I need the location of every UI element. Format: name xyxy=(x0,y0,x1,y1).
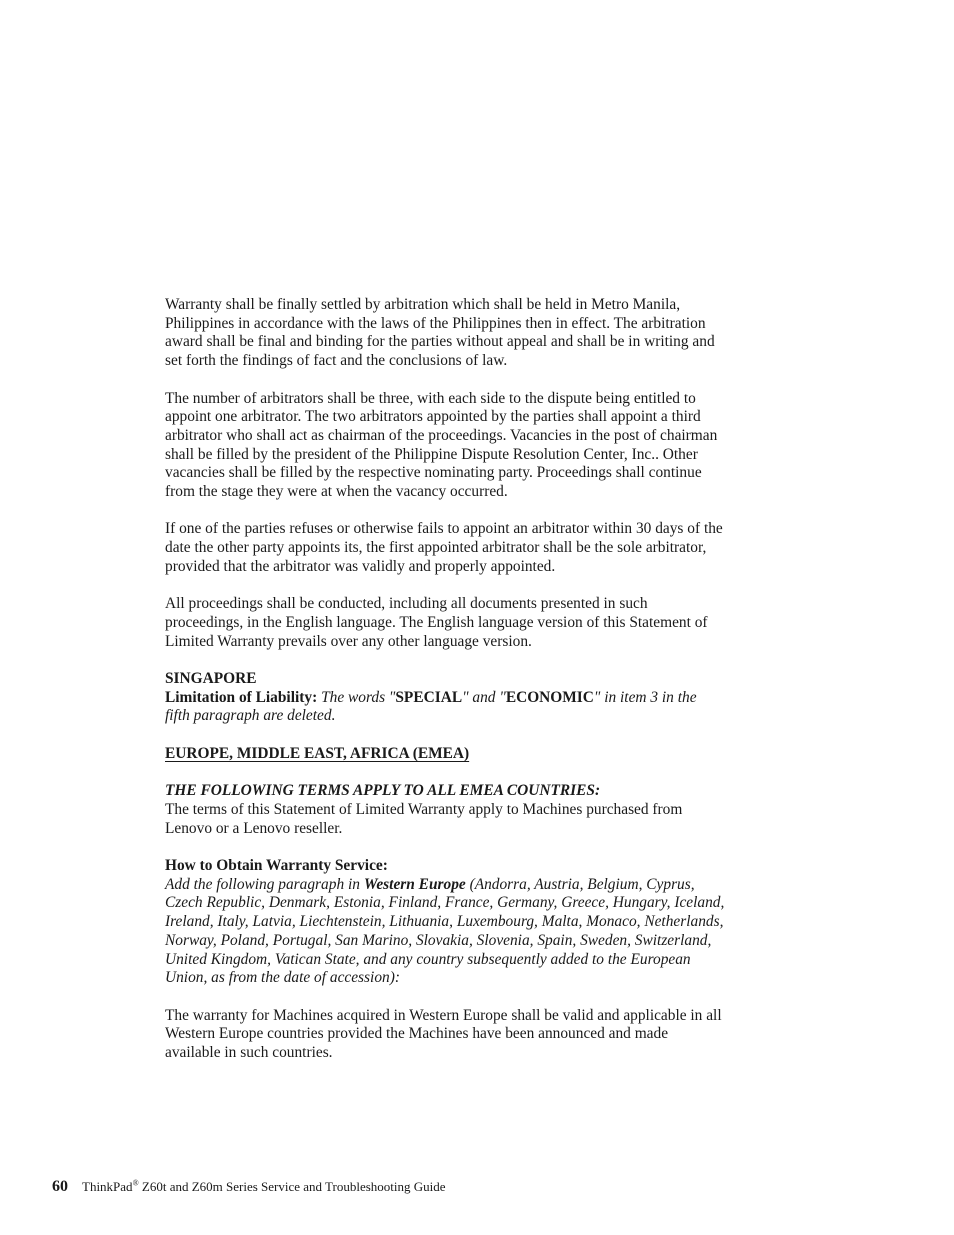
liability-label: Limitation of Liability: xyxy=(165,688,318,706)
arbitration-paragraph-1: Warranty shall be finally settled by arbitration which shall be held in Metro Manila, Philippines in accordance with the laws of the Philippines then in effect. The arbitration award shall be final and binding for the parties without appeal and shall be in writing and set forth the findings of fact and the conclusions of law. xyxy=(165,296,715,370)
western-europe-validity-paragraph: The warranty for Machines acquired in Western Europe shall be valid and applicable in all Western Europe countries provided the Machines have been announced and made available in such countries. xyxy=(165,1006,722,1061)
western-europe-term: Western Europe xyxy=(363,875,466,893)
economic-term: ECONOMIC xyxy=(505,688,594,706)
liability-text-1: The words " xyxy=(321,688,396,706)
warranty-service-paragraph xyxy=(165,876,725,988)
arbitration-paragraph-4: All proceedings shall be conducted, including all documents presented in such proceedings, in the English language. The English language version of this Statement of Limited Warranty prevails over any other language version. xyxy=(165,595,708,650)
service-text-2: (Andorra, Austria, Belgium, Cyprus, Czech Republic, Denmark, Estonia, Finland, France, Germany, Greece, Hungary, Iceland, Ireland, Italy, Latvia, Liechtenstein, Lithuania, Luxembourg, Malta, Monaco, Netherlands, Norway, Poland, Portugal, San Marino, Slovakia, Slovenia, Spain, Sweden, Switzerland, United Kingdom, Vatican State, and any country subsequently added to the European Union, as from the date of accession): xyxy=(165,875,725,987)
page-number: 60 xyxy=(52,1178,68,1195)
emea-heading: EUROPE, MIDDLE EAST, AFRICA (EMEA) xyxy=(165,744,470,762)
page-footer xyxy=(52,1178,446,1196)
emea-all-countries-text: The terms of this Statement of Limited Warranty apply to Machines purchased from Lenovo or a Lenovo reseller. xyxy=(165,800,683,837)
registered-mark: ® xyxy=(132,1178,139,1188)
footer-brand: ThinkPad xyxy=(82,1179,133,1194)
emea-all-countries-heading: THE FOLLOWING TERMS APPLY TO ALL EMEA COUNTRIES: xyxy=(165,782,601,800)
arbitration-paragraph-2: The number of arbitrators shall be three, with each side to the dispute being entitled to appoint one arbitrator. The two arbitrators appointed by the parties shall appoint a third arbitrator who shall act as chairman of the proceedings. Vacancies in the post of chairman shall be filled by the president of the Philippine Dispute Resolution Center, Inc.. Other vacancies shall be filled by the respective nominating party. Proceedings shall continue from the stage they were at when the vacancy occurred. xyxy=(165,389,718,501)
service-text-1: Add the following paragraph in xyxy=(165,875,364,893)
singapore-heading: SINGAPORE xyxy=(165,670,257,687)
warranty-service-heading: How to Obtain Warranty Service: xyxy=(165,856,388,874)
special-term: SPECIAL xyxy=(395,688,463,706)
emea-heading-line xyxy=(165,745,725,764)
liability-text-2: " and " xyxy=(462,688,506,706)
arbitration-paragraph-3: If one of the parties refuses or otherwise fails to appoint an arbitrator within 30 days of the date the other party appoints its, the first appointed arbitrator shall be the sole arbitrator, provided that the arbitrator was validly and properly appointed. xyxy=(165,520,723,575)
liability-text-3: " in item 3 in the fifth paragraph are deleted. xyxy=(165,688,697,725)
singapore-liability-paragraph xyxy=(165,689,725,726)
page-body xyxy=(165,296,725,1063)
footer-title: Z60t and Z60m Series Service and Troubleshooting Guide xyxy=(138,1179,446,1194)
